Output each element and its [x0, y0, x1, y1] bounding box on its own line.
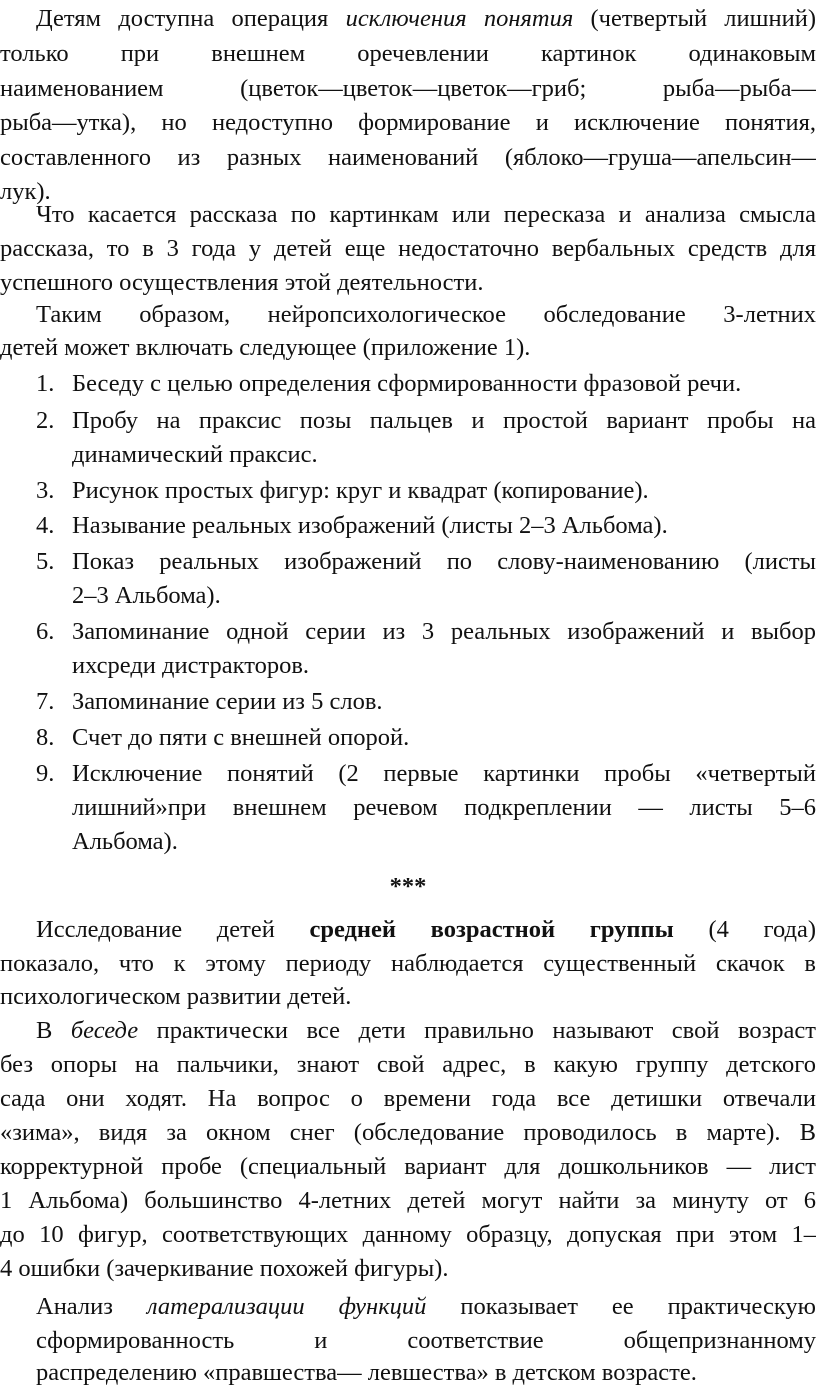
p1-text: (четвертый лишний)	[573, 5, 816, 32]
p5-italic-term: беседе	[70, 1017, 139, 1044]
p5-line-4: «зима», видя за окном снег (обследование проводилось в марте). В	[0, 1119, 816, 1146]
list-item-7: Запоминание серии из 5 слов.	[72, 688, 383, 715]
p1-line-3: наименованием (цветок—цветок—цветок—гриб; рыба—рыба—	[0, 75, 816, 102]
list-number: 6.	[36, 618, 55, 645]
p5-line-1	[0, 1014, 816, 1049]
list-item-6-line-2: ихсреди дистракторов.	[72, 652, 310, 679]
p5-line-5: корректурной пробе (специальный вариант для дошкольников — лист	[0, 1153, 816, 1180]
list-item-2-line-1: Пробу на праксис позы пальцев и простой вариант пробы на	[72, 407, 816, 434]
p6-line-3: распределению «правшества— левшества» в детском возрасте.	[36, 1359, 697, 1386]
p5-line-8: 4 ошибки (зачеркивание похожей фигуры).	[0, 1255, 449, 1282]
list-number: 9.	[36, 760, 55, 787]
p1-text: Детям доступна операция	[36, 5, 346, 32]
p6-line-2: сформированность и соответствие общепризнанному	[36, 1327, 816, 1354]
list-number: 2.	[36, 407, 55, 434]
list-item-9-line-2: лишний»при внешнем речевом подкреплении — листы 5–6	[72, 794, 816, 821]
p5-text: практически все дети правильно называют свой возраст	[138, 1017, 816, 1044]
p3-line-2: детей может включать следующее (приложение 1).	[0, 334, 531, 361]
p2-line-2: рассказа, то в 3 года у детей еще недостаточно вербальных средств для	[0, 235, 816, 262]
p1-line-2: только при внешнем оречевлении картинок одинаковым	[0, 40, 816, 67]
p4-line-3: психологическом развитии детей.	[0, 983, 352, 1010]
p5-line-7: до 10 фигур, соответствующих данному образцу, допуская при этом 1–	[0, 1221, 816, 1248]
p1-italic-term: исключения понятия	[345, 5, 574, 32]
p2-line-3: успешного осуществления этой деятельности.	[0, 269, 484, 296]
p3-line-1: Таким образом, нейропсихологическое обследование 3-летних	[36, 301, 816, 328]
p1-line-4: рыба—утка), но недоступно формирование и исключение понятия,	[0, 109, 816, 136]
list-item-9-line-3: Альбома).	[72, 828, 178, 855]
p1-line-1	[0, 2, 816, 37]
p5-line-2: без опоры на пальчики, знают свой адрес, в какую группу детского	[0, 1051, 816, 1078]
list-number: 5.	[36, 548, 55, 575]
p4-text: Исследование детей	[36, 916, 310, 943]
list-number: 8.	[36, 724, 55, 751]
p4-line-1	[0, 913, 816, 948]
list-number: 3.	[36, 477, 55, 504]
p5-line-6: 1 Альбома) большинство 4-летних детей могут найти за минуту от 6	[0, 1187, 816, 1214]
list-number: 7.	[36, 688, 55, 715]
list-item-3: Рисунок простых фигур: круг и квадрат (копирование).	[72, 477, 649, 504]
list-item-4: Называние реальных изображений (листы 2–3 Альбома).	[72, 512, 668, 539]
list-item-1: Беседу с целью определения сформированности фразовой речи.	[72, 370, 742, 397]
list-item-5-line-2: 2–3 Альбома).	[72, 582, 221, 609]
list-item-2-line-2: динамический праксис.	[72, 441, 318, 468]
list-item-5-line-1: Показ реальных изображений по слову-наименованию (листы	[72, 548, 816, 575]
list-item-8: Счет до пяти с внешней опорой.	[72, 724, 410, 751]
p6-line-1	[36, 1290, 816, 1325]
list-item-6-line-1: Запоминание одной серии из 3 реальных изображений и выбор	[72, 618, 816, 645]
p1-line-6: лук).	[0, 178, 51, 205]
p4-text: (4 года)	[673, 916, 816, 943]
list-number: 4.	[36, 512, 55, 539]
p4-line-2: показало, что к этому периоду наблюдается существенный скачок в	[0, 950, 816, 977]
p6-text: показывает ее практическую	[426, 1293, 816, 1320]
p1-line-5: составленного из разных наименований (яблоко—груша—апельсин—	[0, 144, 816, 171]
p5-line-3: сада они ходят. На вопрос о времени года все детишки отвечали	[0, 1085, 816, 1112]
p5-text: В	[36, 1017, 71, 1044]
list-number: 1.	[36, 370, 55, 397]
list-item-9-line-1: Исключение понятий (2 первые картинки пробы «четвертый	[72, 760, 816, 787]
p4-bold-term: средней возрастной группы	[309, 916, 674, 943]
section-separator: ***	[389, 873, 427, 900]
p2-line-1: Что касается рассказа по картинкам или пересказа и анализа смысла	[36, 201, 816, 228]
p6-italic-term: латерализации функций	[146, 1293, 427, 1320]
p6-text: Анализ	[36, 1293, 147, 1320]
